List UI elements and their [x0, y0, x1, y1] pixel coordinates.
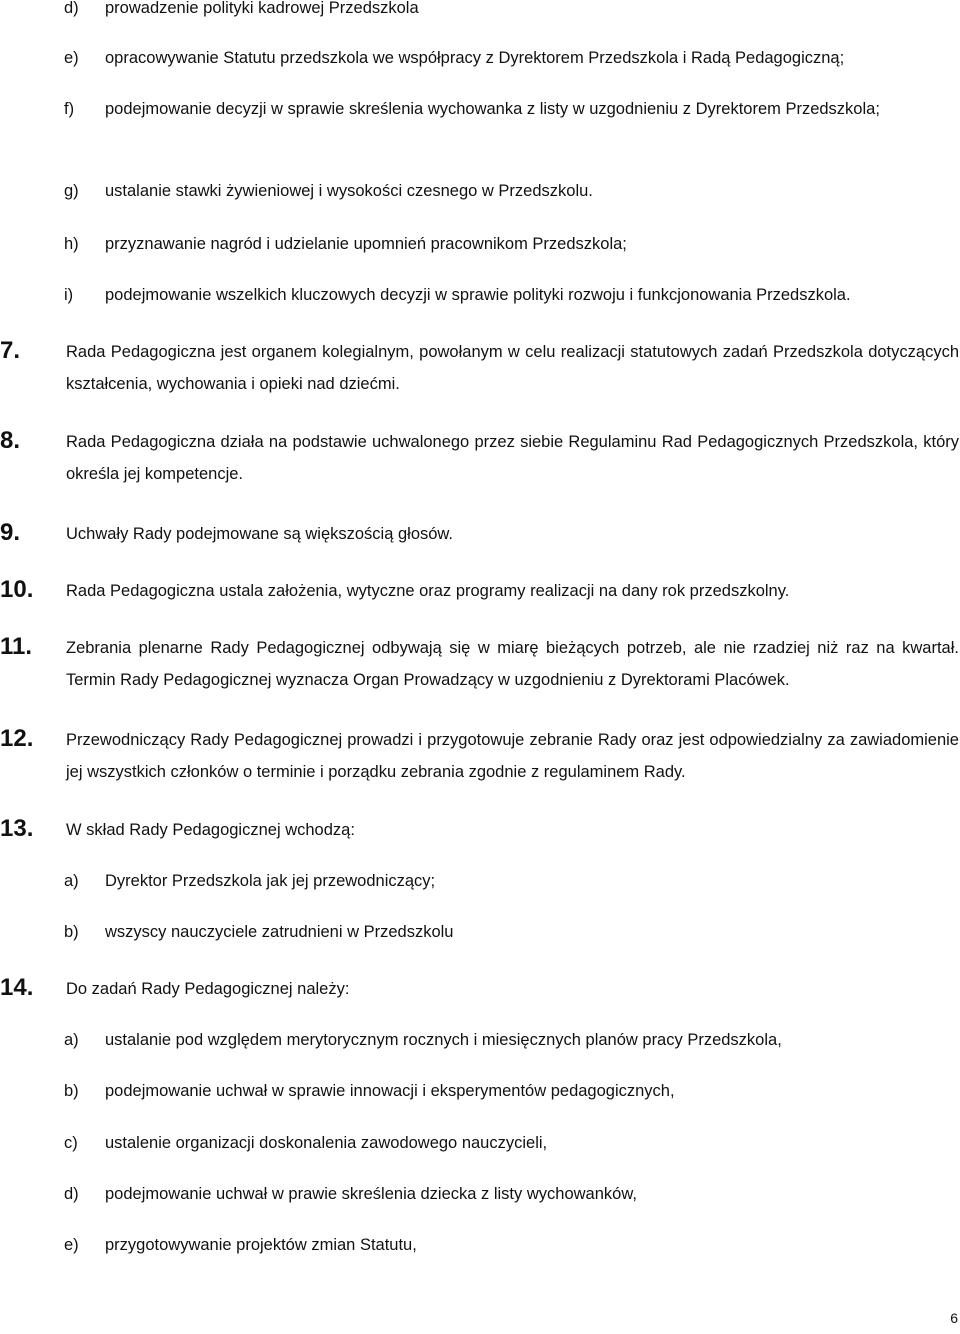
list-item-label: d)	[64, 1185, 79, 1203]
paragraph-text: Rada Pedagogiczna działa na podstawie uchwalonego przez siebie Regulaminu Rad Pedagogicznych Przedszkola, który określa jej kompetencje.	[66, 433, 959, 483]
list-item-text: ustalanie pod względem merytorycznym rocznych i miesięcznych planów pracy Przedszkola,	[105, 1031, 782, 1049]
paragraph-text: Rada Pedagogiczna jest organem kolegialnym, powołanym w celu realizacji statutowych zadań Przedszkola dotyczących kształcenia, wychowania i opieki nad dziećmi.	[66, 343, 959, 393]
list-item-text: wszyscy nauczyciele zatrudnieni w Przedszkolu	[105, 923, 454, 941]
paragraph-number: 11.	[0, 633, 33, 660]
paragraph-text: Do zadań Rady Pedagogicznej należy:	[66, 980, 350, 998]
list-item-text: prowadzenie polityki kadrowej Przedszkola	[105, 0, 419, 17]
list-item-text: podejmowanie uchwał w sprawie innowacji i eksperymentów pedagogicznych,	[105, 1082, 675, 1100]
list-item-text: podejmowanie uchwał w prawie skreślenia dziecka z listy wychowanków,	[105, 1185, 637, 1203]
list-item-label: g)	[64, 182, 79, 200]
list-item-label: b)	[64, 1082, 79, 1100]
list-item-text: ustalenie organizacji doskonalenia zawodowego nauczycieli,	[105, 1134, 548, 1152]
paragraph-text: Uchwały Rady podejmowane są większością głosów.	[66, 525, 454, 543]
paragraph-number: 14.	[0, 974, 34, 1001]
list-item-text: przygotowywanie projektów zmian Statutu,	[105, 1236, 417, 1254]
paragraph-number: 8.	[0, 427, 21, 454]
paragraph-text: Rada Pedagogiczna ustala założenia, wytyczne oraz programy realizacji na dany rok przedszkolny.	[66, 582, 790, 600]
paragraph-number: 12.	[0, 725, 34, 752]
list-item-text: ustalanie stawki żywieniowej i wysokości czesnego w Przedszkolu.	[105, 182, 593, 200]
list-item-text: opracowywanie Statutu przedszkola we współpracy z Dyrektorem Przedszkola i Radą Pedagogiczną;	[105, 49, 845, 67]
list-item-label: a)	[64, 1031, 79, 1049]
paragraph-number: 9.	[0, 519, 21, 546]
page-number: 6	[950, 1310, 958, 1326]
list-item-label: b)	[64, 923, 79, 941]
paragraph-text: Przewodniczący Rady Pedagogicznej prowadzi i przygotowuje zebranie Rady oraz jest odpowiedzialny za zawiadomienie jej wszystkich członków o terminie i porządku zebrania zgodnie z regulaminem Rady.	[66, 731, 959, 781]
list-item-text: podejmowanie decyzji w sprawie skreślenia wychowanka z listy w uzgodnieniu z Dyrektorem Przedszkola;	[105, 100, 880, 118]
list-item-text: Dyrektor Przedszkola jak jej przewodniczący;	[105, 872, 436, 890]
paragraph-text: W skład Rady Pedagogicznej wchodzą:	[66, 821, 355, 839]
list-item-text: przyznawanie nagród i udzielanie upomnień pracownikom Przedszkola;	[105, 235, 627, 253]
paragraph-number: 13.	[0, 815, 34, 842]
list-item-label: i)	[64, 286, 74, 304]
list-item-label: e)	[64, 1236, 79, 1254]
list-item-label: d)	[64, 0, 79, 17]
list-item-label: h)	[64, 235, 79, 253]
list-item-label: e)	[64, 49, 79, 67]
list-item-label: c)	[64, 1134, 78, 1152]
list-item-label: f)	[64, 100, 75, 118]
paragraph-number: 7.	[0, 337, 21, 364]
paragraph-number: 10.	[0, 576, 34, 603]
list-item-label: a)	[64, 872, 79, 890]
paragraph-text: Zebrania plenarne Rady Pedagogicznej odbywają się w miarę bieżących potrzeb, ale nie rzadziej niż raz na kwartał. Termin Rady Pedagogicznej wyznacza Organ Prowadzący w uzgodnieniu z Dyrektorami Placówek.	[66, 639, 959, 689]
list-item-text: podejmowanie wszelkich kluczowych decyzji w sprawie polityki rozwoju i funkcjonowania Przedszkola.	[105, 286, 851, 304]
